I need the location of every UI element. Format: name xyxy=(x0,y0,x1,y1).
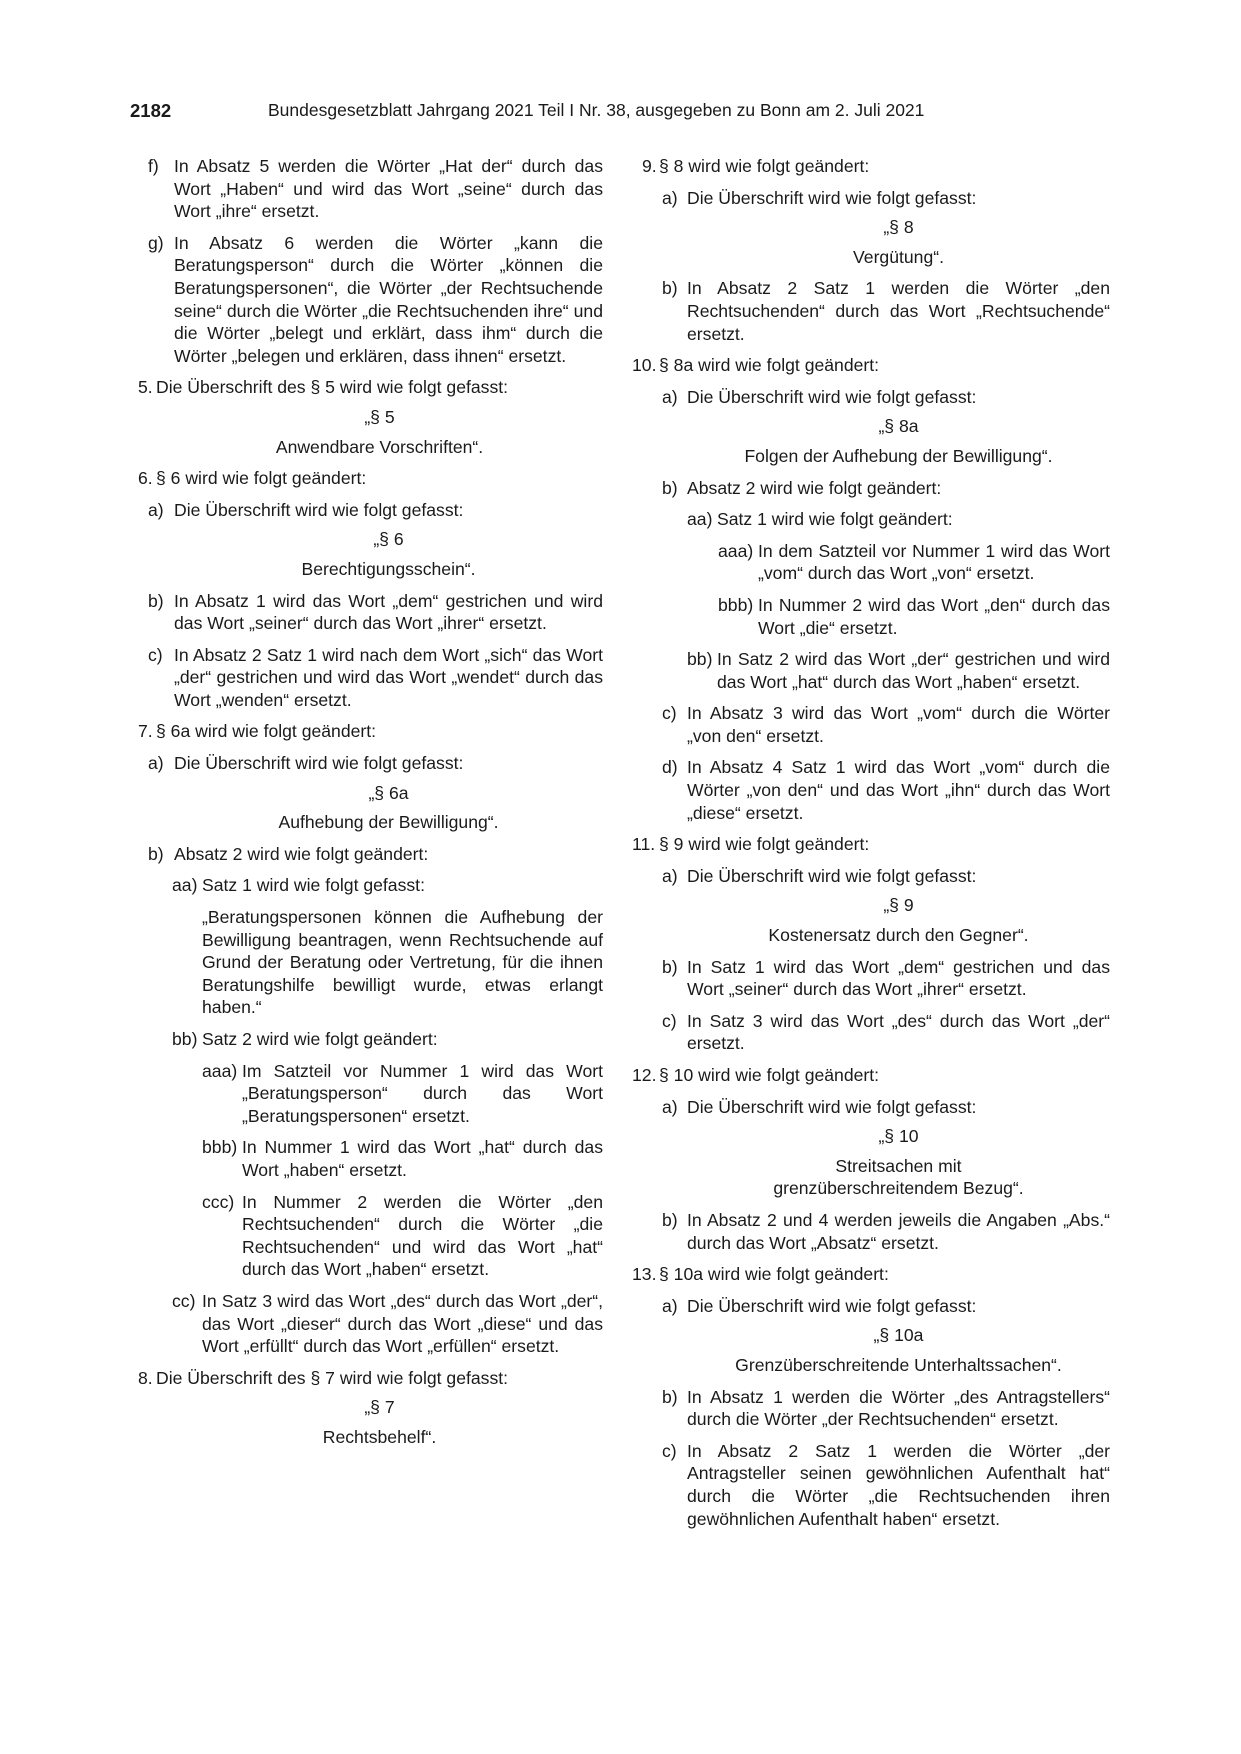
section-heading-title: Kostenersatz durch den Gegner“. xyxy=(768,925,1029,946)
list-item: a) Die Überschrift wird wie folgt gefasst: xyxy=(148,753,464,774)
page-header xyxy=(130,100,1120,124)
section-heading-title: Vergütung“. xyxy=(853,246,944,267)
list-item: b) In Absatz 1 wird das Wort „dem“ gestrichen und wird das Wort „seiner“ durch das Wort „ihrer“ ersetzt. xyxy=(148,590,603,634)
list-item: aa) Satz 1 wird wie folgt gefasst: xyxy=(172,875,425,896)
list-item: b) In Absatz 2 und 4 werden jeweils die Angaben „Abs.“ durch das Wort „Absatz“ ersetzt. xyxy=(662,1209,1110,1253)
left-column xyxy=(138,155,603,1449)
section-heading-number: „§ 10a xyxy=(873,1325,924,1346)
list-item: 13. § 10a wird wie folgt geändert: xyxy=(632,1264,889,1285)
section-heading-title: Berechtigungsschein“. xyxy=(301,558,476,579)
section-heading-number: „§ 9 xyxy=(883,895,914,916)
section-heading-title: Aufhebung der Bewilligung“. xyxy=(278,812,499,833)
list-item: a) Die Überschrift wird wie folgt gefasst: xyxy=(148,499,464,520)
list-item: bb) In Satz 2 wird das Wort „der“ gestrichen und wird das Wort „hat“ durch das Wort „haben“ ersetzt. xyxy=(687,649,1110,692)
list-item: bbb) In Nummer 2 wird das Wort „den“ durch das Wort „die“ ersetzt. xyxy=(718,594,1110,638)
section-heading-title: Folgen der Aufhebung der Bewilligung“. xyxy=(744,445,1053,466)
list-item: 5. Die Überschrift des § 5 wird wie folgt gefasst: xyxy=(138,377,509,398)
list-item: 7. § 6a wird wie folgt geändert: xyxy=(138,721,377,742)
section-heading-number: „§ 6 xyxy=(373,529,404,550)
section-heading-title: Anwendbare Vorschriften“. xyxy=(275,436,484,457)
list-item: 12. § 10 wird wie folgt geändert: xyxy=(632,1065,880,1085)
list-item: a) Die Überschrift wird wie folgt gefasst: xyxy=(662,187,977,208)
list-item: a) Die Überschrift wird wie folgt gefasst: xyxy=(662,865,977,886)
list-item: aaa) In dem Satzteil vor Nummer 1 wird das Wort „vom“ durch das Wort „von“ ersetzt. xyxy=(718,540,1110,584)
list-item: 9. § 8 wird wie folgt geändert: xyxy=(642,156,870,176)
list-item: bb) Satz 2 wird wie folgt geändert: xyxy=(172,1029,438,1049)
section-heading-title: Rechtsbehelf“. xyxy=(322,1426,437,1447)
section-heading-number: „§ 5 xyxy=(364,406,395,427)
section-heading-number: „§ 7 xyxy=(364,1397,395,1418)
list-item: aa) Satz 1 wird wie folgt geändert: xyxy=(687,509,953,530)
list-item: c) In Absatz 2 Satz 1 werden die Wörter „der Antragsteller seinen gewöhnlichen Aufenthalt hat“ durch die Wörter „die Rechtsuchenden ihren gewöhnlichen Aufenthalt haben“ ersetzt. xyxy=(662,1440,1110,1529)
section-heading-number: „§ 8a xyxy=(878,416,919,437)
list-item: cc) In Satz 3 wird das Wort „des“ durch das Wort „der“, das Wort „dieser“ durch das Wort „diese“ und das Wort „erfüllt“ durch das Wort „erfüllen“ ersetzt. xyxy=(172,1290,603,1357)
list-item: c) In Absatz 2 Satz 1 wird nach dem Wort „sich“ das Wort „der“ gestrichen und wird das Wort „wendet“ durch das Wort „wenden“ ersetzt. xyxy=(148,644,603,710)
section-heading-number: „§ 8 xyxy=(883,217,914,238)
section-heading-number: „§ 6a xyxy=(368,782,409,803)
section-heading-title: Streitsachen mit xyxy=(835,1155,962,1176)
list-item: f) In Absatz 5 werden die Wörter „Hat der“ durch das Wort „Haben“ und wird das Wort „seine“ durch das Wort „ihre“ ersetzt. xyxy=(148,156,603,222)
list-item: ccc) In Nummer 2 werden die Wörter „den Rechtsuchenden“ durch die Wörter „die Rechtsuchenden“ und wird das Wort „hat“ durch das Wort „haben“ ersetzt. xyxy=(202,1191,603,1280)
right-column xyxy=(632,155,1110,1530)
list-item: 10. § 8a wird wie folgt geändert: xyxy=(632,355,880,376)
list-item: g) In Absatz 6 werden die Wörter „kann die Beratungsperson“ durch die Wörter „können die Beratungspersonen“, die Wörter „der Rechtsuchende seine“ durch die Wörter „die Rechtsuchenden ihre“ und die Wörter „belegt und erklärt, dass ihm“ durch die Wörter „belegen und erklären, dass ihnen“ ersetzt. xyxy=(148,232,603,366)
section-heading-title: Grenzüberschreitende Unterhaltssachen“. xyxy=(735,1354,1062,1375)
list-item: bbb) In Nummer 1 wird das Wort „hat“ durch das Wort „haben“ ersetzt. xyxy=(202,1137,603,1180)
list-item: b) In Satz 1 wird das Wort „dem“ gestrichen und das Wort „seiner“ durch das Wort „ihrer“ ersetzt. xyxy=(662,956,1110,1000)
list-item: b) In Absatz 1 werden die Wörter „des Antragstellers“ durch die Wörter „der Rechtsuchenden“ ersetzt. xyxy=(662,1386,1110,1430)
list-item: c) In Absatz 3 wird das Wort „vom“ durch die Wörter „von den“ ersetzt. xyxy=(662,703,1110,746)
list-item: b) Absatz 2 wird wie folgt geändert: xyxy=(662,477,942,498)
list-item: 11. § 9 wird wie folgt geändert: xyxy=(632,834,870,855)
list-item: a) Die Überschrift wird wie folgt gefasst: xyxy=(662,1295,977,1316)
gazette-title: Bundesgesetzblatt Jahrgang 2021 Teil I Nr. 38, ausgegeben zu Bonn am 2. Juli 2021 xyxy=(268,100,925,120)
list-item: 8. Die Überschrift des § 7 wird wie folgt gefasst: xyxy=(138,1367,509,1388)
list-item: b) Absatz 2 wird wie folgt geändert: xyxy=(148,843,429,864)
list-item: b) In Absatz 2 Satz 1 werden die Wörter „den Rechtsuchenden“ durch das Wort „Rechtsuchende“ ersetzt. xyxy=(662,278,1110,344)
list-item: aaa) Im Satzteil vor Nummer 1 wird das Wort „Beratungsperson“ durch das Wort „Beratungspersonen“ ersetzt. xyxy=(202,1060,603,1126)
section-heading-number: „§ 10 xyxy=(878,1126,919,1147)
list-item: a) Die Überschrift wird wie folgt gefasst: xyxy=(662,1096,977,1117)
quoted-text: „Beratungspersonen können die Aufhebung der Bewilligung beantragen, wenn Rechtsuchende auf Grund der Beratung oder Vertretung, für die ihnen Beratungshilfe bewilligt wurde, etwas erlangt haben.“ xyxy=(202,907,603,1018)
list-item: a) Die Überschrift wird wie folgt gefasst: xyxy=(662,386,977,407)
list-item: d) In Absatz 4 Satz 1 wird das Wort „vom“ durch die Wörter „von den“ und das Wort „ihn“ durch das Wort „diese“ ersetzt. xyxy=(662,757,1110,823)
page-number: 2182 xyxy=(130,100,172,121)
section-heading-title-line2: grenzüberschreitendem Bezug“. xyxy=(773,1178,1024,1199)
list-item: c) In Satz 3 wird das Wort „des“ durch das Wort „der“ ersetzt. xyxy=(662,1010,1110,1054)
list-item: 6. § 6 wird wie folgt geändert: xyxy=(138,468,367,489)
